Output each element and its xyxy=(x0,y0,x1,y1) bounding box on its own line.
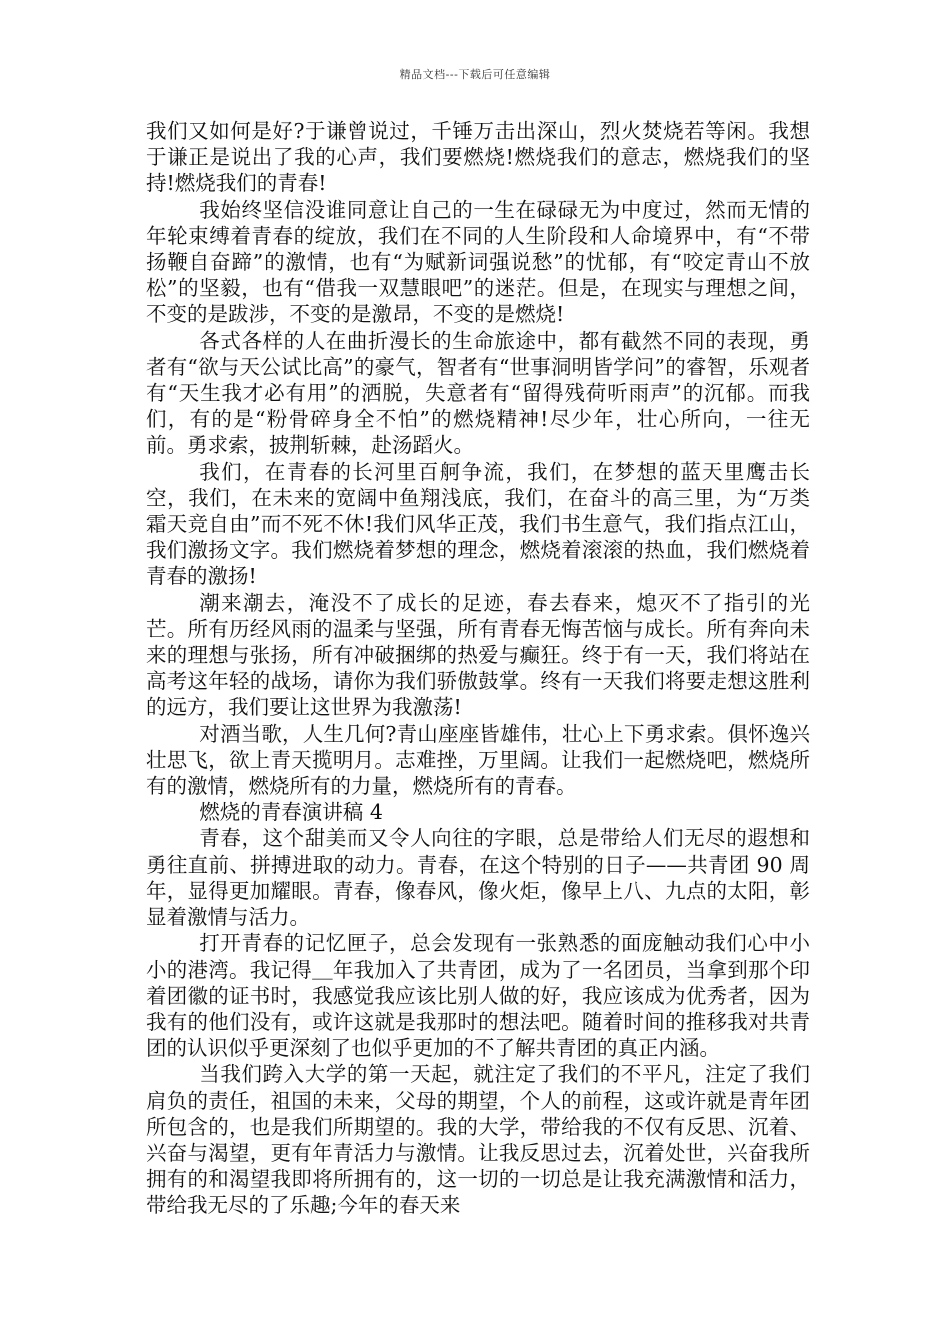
paragraph: 青春，这个甜美而又令人向往的字眼，总是带给人们无尽的遐想和勇往直前、拼搏进取的动力。青春，在这个特别的日子——共青团 90 周年，显得更加耀眼。青春，像春风，像火炬，像早上八、九点的太阳，彰显着激情与活力。 xyxy=(146,826,810,930)
paragraph: 对酒当歌，人生几何?青山座座皆雄伟，壮心上下勇求索。俱怀逸兴壮思飞，欲上青天揽明月。志难挫，万里阔。让我们一起燃烧吧，燃烧所有的激情，燃烧所有的力量，燃烧所有的青春。 xyxy=(146,721,810,799)
section-title: 燃烧的青春演讲稿 4 xyxy=(199,800,383,825)
paragraph: 我们又如何是好?于谦曾说过，千锤万击出深山，烈火焚烧若等闲。我想于谦正是说出了我的心声，我们要燃烧!燃烧我们的意志，燃烧我们的坚持!燃烧我们的青春! xyxy=(146,119,810,196)
paragraph: 我始终坚信没谁同意让自己的一生在碌碌无为中度过，然而无情的年轮束缚着青春的绽放，我们在不同的人生阶段和人命境界中，有“不带扬鞭自奋蹄”的激情，也有“为赋新词强说愁”的忧郁，有“咬定青山不放松”的坚毅，也有“借我一双慧眼吧”的迷茫。但是，在现实与理想之间，不变的是跋涉，不变的是激昂，不变的是燃烧! xyxy=(146,197,810,327)
paragraph: 各式各样的人在曲折漫长的生命旅途中，都有截然不同的表现，勇者有“欲与天公试比高”的豪气，智者有“世事洞明皆学问”的睿智，乐观者有“天生我才必有用”的洒脱，失意者有“留得残荷听雨声”的沉郁。而我们，有的是“粉骨碎身全不怕”的燃烧精神!尽少年，壮心所向，一往无前。勇求索，披荆斩棘，赴汤蹈火。 xyxy=(146,328,810,458)
paragraph: 我们，在青春的长河里百舸争流，我们，在梦想的蓝天里鹰击长空，我们，在未来的宽阔中鱼翔浅底，我们，在奋斗的高三里，为“万类霜天竞自由”而不死不休!我们风华正茂，我们书生意气，我们指点江山，我们激扬文字。我们燃烧着梦想的理念，燃烧着滚滚的热血，我们燃烧着青春的激扬! xyxy=(146,459,810,589)
document-body xyxy=(146,118,810,1219)
page-header: 精品文档---下载后可任意编辑 xyxy=(399,68,551,81)
paragraph: 打开青春的记忆匣子，总会发现有一张熟悉的面庞触动我们心中小小的港湾。我记得＿年我加入了共青团，成为了一名团员，当拿到那个印着团徽的证书时，我感觉我应该比别人做的好，我应该成为优秀者，因为我有的他们没有，或许这就是我那时的想法吧。随着时间的推移我对共青团的认识似乎更深刻了也似乎更加的不了解共青团的真正内涵。 xyxy=(146,931,810,1061)
paragraph: 潮来潮去，淹没不了成长的足迹，春去春来，熄灭不了指引的光芒。所有历经风雨的温柔与坚强，所有青春无悔苦恼与成长。所有奔向未来的理想与张扬，所有冲破捆绑的热爱与癫狂。终于有一天，我们将站在高考这年轻的战场，请你为我们骄傲鼓掌。终有一天我们将要走想这胜利的远方，我们要让这世界为我激荡! xyxy=(146,590,810,720)
paragraph: 当我们跨入大学的第一天起，就注定了我们的不平凡，注定了我们肩负的责任，祖国的未来，父母的期望，个人的前程，这或许就是青年团所包含的，也是我们所期望的。我的大学，带给我的不仅有反思、沉着、兴奋与渴望，更有年青活力与激情。让我反思过去，沉着处世，兴奋我所拥有的和渴望我即将所拥有的，这一切的一切总是让我充满激情和活力，带给我无尽的了乐趣;今年的春天来 xyxy=(146,1062,810,1218)
